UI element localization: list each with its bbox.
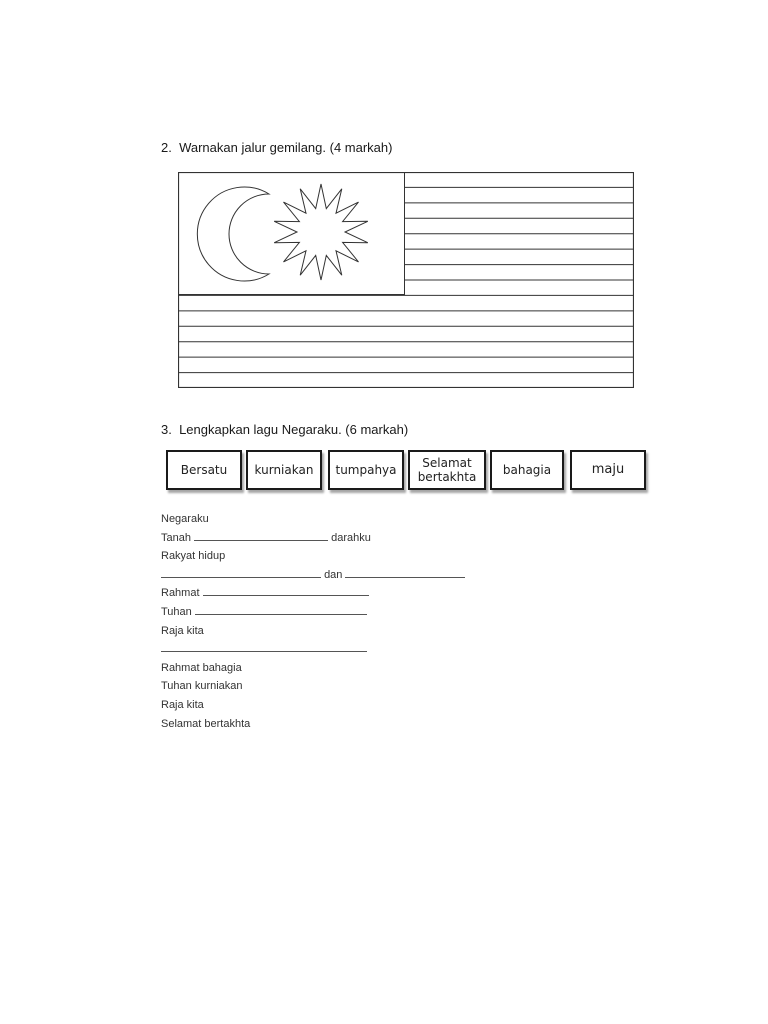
- lyric-line: [161, 640, 465, 659]
- answer-blank[interactable]: [195, 603, 367, 615]
- answer-blank[interactable]: [161, 566, 321, 578]
- word-bank: [164, 450, 648, 498]
- lyric-line: [161, 603, 465, 622]
- lyric-line: Raja kita: [161, 624, 204, 637]
- word-card-selamat-bertakhta[interactable]: Selamat bertakhta: [408, 450, 486, 490]
- question-3-title: [161, 422, 408, 437]
- lyric-line: Rakyat hidup: [161, 550, 226, 563]
- lyric-line: [161, 566, 465, 585]
- answer-blank[interactable]: [345, 566, 465, 578]
- answer-blank[interactable]: [161, 640, 367, 652]
- lyric-line: Selamat bertakhta: [161, 717, 251, 730]
- lyric-line: Negaraku: [161, 513, 209, 525]
- question-text: Lengkapkan lagu Negaraku. (6 markah): [179, 422, 409, 437]
- negaraku-lyrics: [161, 510, 465, 733]
- word-card-maju[interactable]: maju: [570, 450, 646, 490]
- lyric-text: darahku: [331, 531, 371, 544]
- lyric-line: [161, 529, 465, 548]
- lyric-text: Rahmat: [161, 587, 200, 600]
- lyric-text: dan: [324, 568, 343, 581]
- word-card-bahagia[interactable]: bahagia: [490, 450, 564, 490]
- question-2-title: [161, 140, 392, 155]
- question-text: Warnakan jalur gemilang. (4 markah): [179, 140, 393, 155]
- answer-blank[interactable]: [203, 584, 369, 596]
- lyric-line: Tuhan kurniakan: [161, 680, 243, 693]
- question-number: 2.: [161, 140, 172, 155]
- lyric-text: Tuhan: [161, 605, 192, 618]
- answer-blank[interactable]: [194, 529, 328, 541]
- word-card-tumpahya[interactable]: tumpahya: [328, 450, 404, 490]
- lyric-line: Rahmat bahagia: [161, 661, 242, 674]
- malaysia-flag-outline[interactable]: [178, 172, 634, 388]
- question-number: 3.: [161, 422, 172, 437]
- word-card-kurniakan[interactable]: kurniakan: [246, 450, 322, 490]
- lyric-line: Raja kita: [161, 698, 204, 711]
- word-card-bersatu[interactable]: Bersatu: [166, 450, 242, 490]
- lyric-text: Tanah: [161, 531, 191, 544]
- lyric-line: [161, 584, 465, 603]
